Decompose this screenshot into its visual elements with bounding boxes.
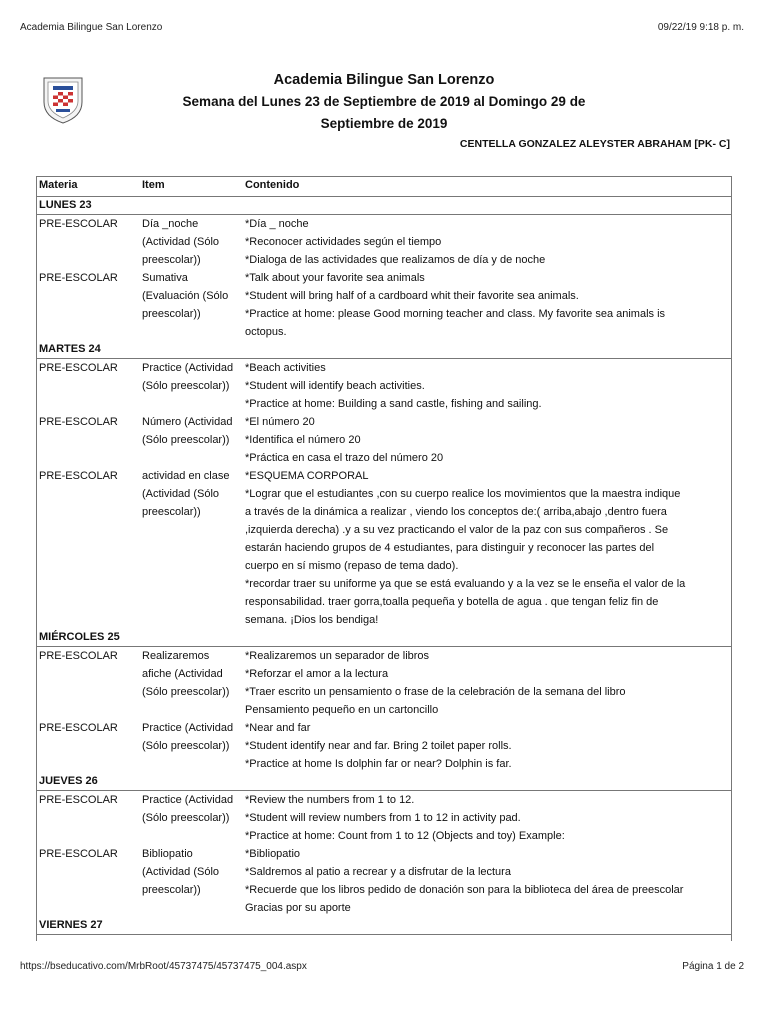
content-line: *Practice at home: Count from 1 to 12 (Objects and toy) Example: <box>245 830 565 842</box>
content-line: *ESQUEMA CORPORAL <box>245 470 369 482</box>
day-row <box>37 917 731 935</box>
item-cell <box>142 215 246 269</box>
content-line: Gracias por su aporte <box>245 902 351 914</box>
item-line: afiche (Actividad <box>142 668 223 680</box>
school-title: Academia Bilingue San Lorenzo <box>273 72 495 88</box>
item-line: preescolar)) <box>142 506 201 518</box>
content-line: *Student will review numbers from 1 to 12 in activity pad. <box>245 812 521 824</box>
content-line: *Bibliopatio <box>245 848 301 860</box>
content-line: *Review the numbers from 1 to 12. <box>245 794 415 806</box>
table-header-row <box>37 177 731 197</box>
page-footer-pagination: Página 1 de 2 <box>682 961 744 972</box>
content-cell <box>245 791 729 845</box>
day-label: MIÉRCOLES 25 <box>39 631 120 643</box>
content-line: *Traer escrito un pensamiento o frase de la celebración de la semana del libro <box>245 686 626 698</box>
materia-cell: PRE-ESCOLAR <box>39 416 118 428</box>
content-line: cuerpo en sí mismo (repaso de tema dado). <box>245 560 459 572</box>
content-line: *Saldremos al patio a recrear y a disfrutar de la lectura <box>245 866 511 878</box>
item-cell <box>142 269 246 323</box>
header-contenido: Contenido <box>245 179 300 191</box>
content-line: *Día _ noche <box>245 218 309 230</box>
content-line: *recordar traer su uniforme ya que se está evaluando y a la vez se le enseña el valor de la <box>245 578 686 590</box>
content-cell <box>245 719 729 773</box>
table-row <box>37 467 731 629</box>
content-line: *Recuerde que los libros pedido de donación son para la biblioteca del área de preescolar <box>245 884 684 896</box>
content-line: Pensamiento pequeño en un cartoncillo <box>245 704 439 716</box>
content-line: *Reforzar el amor a la lectura <box>245 668 389 680</box>
content-cell <box>245 269 729 341</box>
content-cell <box>245 413 729 467</box>
content-line: *Practice at home: please Good morning teacher and class. My favorite sea animals is <box>245 308 666 320</box>
content-line: *Realizaremos un separador de libros <box>245 650 430 662</box>
week-title-continued: Septiembre de 2019 <box>320 116 448 131</box>
item-line: preescolar)) <box>142 884 201 896</box>
item-line: preescolar)) <box>142 254 201 266</box>
table-row <box>37 413 731 467</box>
content-cell <box>245 845 729 917</box>
content-cell <box>245 359 729 413</box>
day-row <box>37 773 731 791</box>
day-row <box>37 629 731 647</box>
materia-cell: PRE-ESCOLAR <box>39 218 118 230</box>
item-line: Practice (Actividad <box>142 362 234 374</box>
page-header <box>20 22 744 33</box>
content-line: a través de la dinámica a realizar , viendo los conceptos de:( arriba,abajo ,dentro fuera <box>245 506 667 518</box>
content-line: *Práctica en casa el trazo del número 20 <box>245 452 444 464</box>
item-line: Día _noche <box>142 218 199 230</box>
day-label: MARTES 24 <box>39 343 101 355</box>
content-line: *Student identify near and far. Bring 2 toilet paper rolls. <box>245 740 512 752</box>
content-line: *Practice at home: Building a sand castle, fishing and sailing. <box>245 398 542 410</box>
page-header-datetime: 09/22/19 9:18 p. m. <box>657 22 744 33</box>
content-line: octopus. <box>245 326 287 338</box>
materia-cell: PRE-ESCOLAR <box>39 470 118 482</box>
item-line: actividad en clase <box>142 470 230 482</box>
materia-cell: PRE-ESCOLAR <box>39 794 118 806</box>
item-line: Practice (Actividad <box>142 722 234 734</box>
day-label: LUNES 23 <box>39 199 92 211</box>
content-line: *Identifica el número 20 <box>245 434 361 446</box>
content-cell <box>245 647 729 719</box>
header-materia: Materia <box>39 179 78 191</box>
table-row <box>37 719 731 773</box>
item-line: (Actividad (Sólo <box>142 488 220 500</box>
table-row <box>37 269 731 341</box>
item-cell <box>142 845 246 899</box>
schedule-table <box>36 176 732 941</box>
page-footer-url: https://bseducativo.com/MrbRoot/45737475/45737475_004.aspx <box>20 961 307 972</box>
table-row <box>37 359 731 413</box>
item-line: (Sólo preescolar)) <box>142 380 230 392</box>
content-line: *Talk about your favorite sea animals <box>245 272 425 284</box>
table-row <box>37 215 731 269</box>
item-line: Número (Actividad <box>142 416 233 428</box>
content-line: *Dialoga de las actividades que realizamos de día y de noche <box>245 254 546 266</box>
content-line: *Reconocer actividades según el tiempo <box>245 236 442 248</box>
content-line: *El número 20 <box>245 416 315 428</box>
item-cell <box>142 359 246 395</box>
content-line: *Beach activities <box>245 362 326 374</box>
content-line: *Practice at home Is dolphin far or near? Dolphin is far. <box>245 758 512 770</box>
item-cell <box>142 647 246 701</box>
header-item: Item <box>142 179 165 191</box>
materia-cell: PRE-ESCOLAR <box>39 848 118 860</box>
item-line: (Actividad (Sólo <box>142 236 220 248</box>
item-line: Sumativa <box>142 272 188 284</box>
item-line: (Sólo preescolar)) <box>142 686 230 698</box>
content-line: responsabilidad. traer gorra,toalla pequeña y botella de agua . que tengan feliz fin de <box>245 596 659 608</box>
item-line: (Evaluación (Sólo <box>142 290 229 302</box>
page-header-title: Academia Bilingue San Lorenzo <box>20 22 163 33</box>
table-row <box>37 845 731 917</box>
item-cell <box>142 413 246 449</box>
content-line: ,izquierda derecha) .y a su vez practicando el valor de la paz con sus compañeros . Se <box>245 524 669 536</box>
materia-cell: PRE-ESCOLAR <box>39 650 118 662</box>
content-line: *Student will identify beach activities. <box>245 380 425 392</box>
item-cell <box>142 467 246 521</box>
item-line: (Sólo preescolar)) <box>142 740 230 752</box>
materia-cell: PRE-ESCOLAR <box>39 722 118 734</box>
student-name: CENTELLA GONZALEZ ALEYSTER ABRAHAM [PK- C] <box>459 138 730 150</box>
day-label: VIERNES 27 <box>39 919 103 931</box>
item-line: Practice (Actividad <box>142 794 234 806</box>
day-row <box>37 197 731 215</box>
materia-cell: PRE-ESCOLAR <box>39 272 118 284</box>
page-footer <box>20 961 744 972</box>
item-line: (Sólo preescolar)) <box>142 434 230 446</box>
item-line: (Sólo preescolar)) <box>142 812 230 824</box>
day-label: JUEVES 26 <box>39 775 98 787</box>
content-line: semana. ¡Dios los bendiga! <box>245 614 379 626</box>
content-line: *Near and far <box>245 722 311 734</box>
item-line: Bibliopatio <box>142 848 193 860</box>
week-title: Semana del Lunes 23 de Septiembre de 2019 al Domingo 29 de <box>182 94 586 109</box>
item-cell <box>142 791 246 827</box>
item-cell <box>142 719 246 755</box>
table-row <box>37 791 731 845</box>
item-line: (Actividad (Sólo <box>142 866 220 878</box>
table-row <box>37 647 731 719</box>
item-line: Realizaremos <box>142 650 210 662</box>
content-line: *Lograr que el estudiantes ,con su cuerpo realice los movimientos que la maestra indique <box>245 488 681 500</box>
content-line: *Student will bring half of a cardboard whit their favorite sea animals. <box>245 290 579 302</box>
content-line: estarán haciendo grupos de 4 estudiantes, para distinguir y reconocer las partes del <box>245 542 655 554</box>
materia-cell: PRE-ESCOLAR <box>39 362 118 374</box>
content-cell <box>245 215 729 269</box>
day-row <box>37 341 731 359</box>
item-line: preescolar)) <box>142 308 201 320</box>
content-cell <box>245 467 729 629</box>
table-body <box>37 197 731 935</box>
